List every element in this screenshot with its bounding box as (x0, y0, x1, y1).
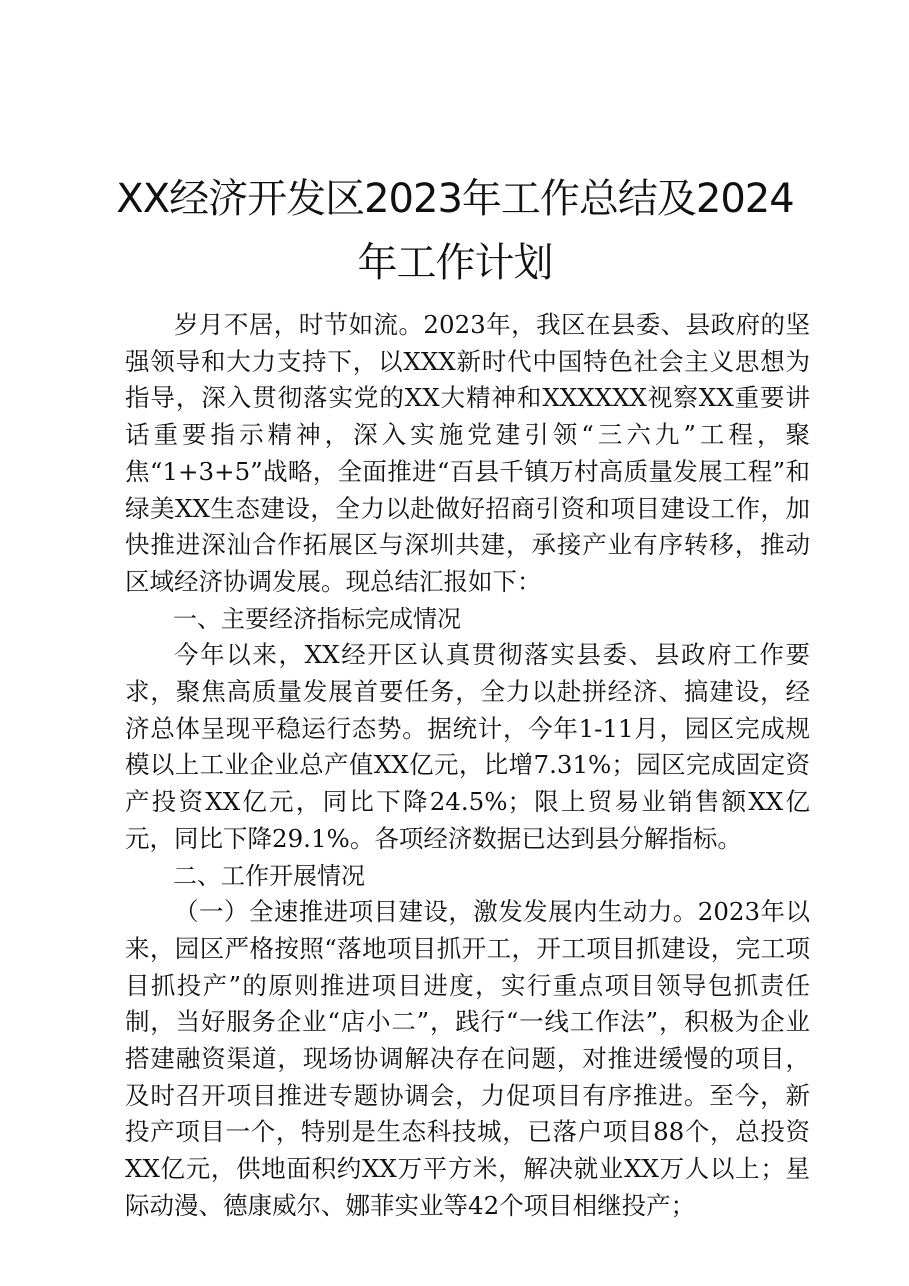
section-2-heading: 二、工作开展情况 (173, 861, 365, 890)
intro-paragraph: 岁月不居，时节如流。2023年，我区在县委、县政府的坚强领导和大力支持下，以XXX新时代中国特色社会主义思想为指导，深入贯彻落实党的XX大精神和XXXXXX视察XX重要讲话重要指示精神，深入实施党建引领“三六九”工程，聚焦“1+3+5”战略，全面推进“百县千镇万村高质量发展工程”和绿美XX生态建设，全力以赴做好招商引资和项目建设工作，加快推进深汕合作拓展区与深圳共建，承接产业有序转移，推动区域经济协调发展。现总结汇报如下： (125, 310, 810, 596)
document-title: XX经济开发区2023年工作总结及2024年工作计划 (116, 175, 794, 286)
section-2-paragraph: （一）全速推进项目建设，激发发展内生动力。2023年以来，园区严格按照“落地项目抓开工，开工项目抓建设，完工项目抓投产”的原则推进项目进度，实行重点项目领导包抓责任制，当好服务企业“店小二”，践行“一线工作法”，积极为企业搭建融资渠道，现场协调解决存在问题，对推进缓慢的项目，及时召开项目推进专题协调会，力促项目有序推进。至今，新投产项目一个，特别是生态科技城，已落户项目88个，总投资XX亿元，供地面积约XX万平方米，解决就业XX万人以上；星际动漫、德康威尔、娜菲实业等42个项目相继投产； (125, 897, 810, 1220)
section-1-paragraph: 今年以来，XX经开区认真贯彻落实县委、县政府工作要求，聚焦高质量发展首要任务，全力以赴拼经济、搞建设，经济总体呈现平稳运行态势。据统计，今年1-11月，园区完成规模以上工业企业总产值XX亿元，比增7.31%；园区完成固定资产投资XX亿元，同比下降24.5%；限上贸易业销售额XX亿元，同比下降29.1%。各项经济数据已达到县分解指标。 (125, 640, 810, 853)
document-body (125, 307, 810, 1225)
section-1-heading: 一、主要经济指标完成情况 (173, 604, 461, 633)
